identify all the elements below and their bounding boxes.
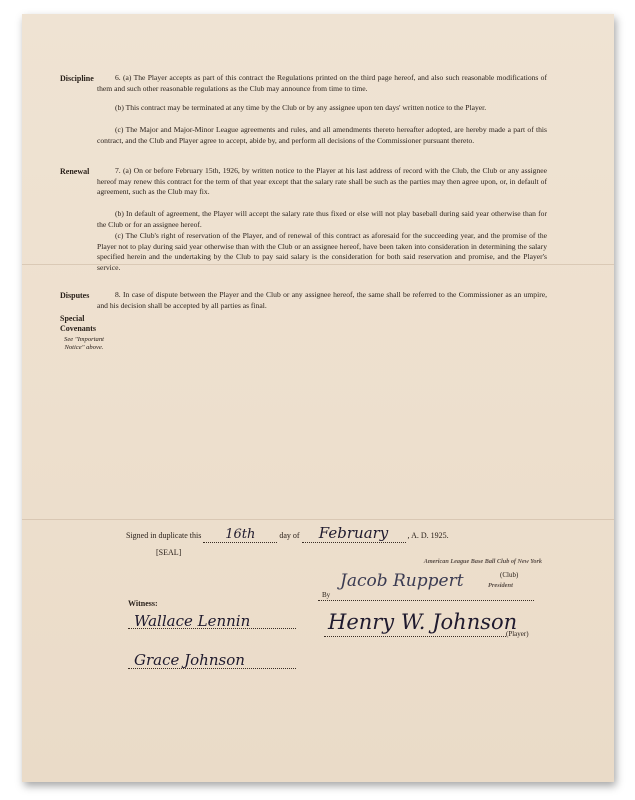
witness2-signature: Grace Johnson xyxy=(134,651,245,669)
seal-label: [SEAL] xyxy=(156,548,182,557)
club-tag: (Club) xyxy=(500,571,519,579)
player-signature: Henry W. Johnson xyxy=(328,610,518,634)
day-of-label: day of xyxy=(279,531,300,540)
section-label-renewal: Renewal xyxy=(60,167,90,176)
witness-label: Witness: xyxy=(128,599,158,608)
special-covenants-note: See "Important Notice" above. xyxy=(64,336,104,351)
paragraph-7a: 7. (a) On or before February 15th, 1926, by written notice to the Player at his last address of record with the Club, the Club or any assignee hereof may renew this contract for the term of that year except that the salary rate shall be such as the parties may then agree upon, or, in default of agreement, such as the Club may fix. xyxy=(97,166,547,197)
paragraph-8: 8. In case of dispute between the Player and the Club or any assignee hereof, the same shall be referred to the Commissioner as an umpire, and his decision shall be accepted by all parties as final. xyxy=(97,290,547,310)
paragraph-6a: 6. (a) The Player accepts as part of this contract the Regulations printed on the third page hereof, and also such reasonable modifications of them and such other reasonable regulations as the Club may announce from time to time. xyxy=(97,73,547,93)
day-handwritten: 16th xyxy=(225,527,256,542)
section-label-disputes: Disputes xyxy=(60,291,90,300)
paragraph-7c: (c) The Club's right of reservation of the Player, and of renewal of this contract as aforesaid for the succeeding year, and the promise of the Player not to play during said year otherwise than with the Club or an assignee hereof, have been taken into consideration in determining the salary specified herein and the undertaking by the Club to pay said salary is the consideration for both said reservation and promise, and the Player's service. xyxy=(97,231,547,272)
club-name-stamp: American League Base Ball Club of New York xyxy=(423,558,542,565)
signed-prefix: Signed in duplicate this xyxy=(126,531,202,540)
president-signature: Jacob Ruppert xyxy=(340,571,464,591)
player-tag: (Player) xyxy=(506,630,529,638)
player-signature-line xyxy=(324,636,506,637)
fold-line xyxy=(22,519,614,520)
paragraph-7b: (b) In default of agreement, the Player will accept the salary rate thus fixed or else will not play baseball during said year otherwise than for the Club or for an assignee hereof. xyxy=(97,209,547,229)
year-text: , A. D. 1925. xyxy=(407,531,449,540)
section-label-special-covenants: Special Covenants xyxy=(60,314,97,333)
paragraph-6c: (c) The Major and Major-Minor League agreements and rules, and all amendments thereto hereafter adopted, are hereby made a part of this contract, and the Club and Player agree to accept, abide by, and perform all decisions of the Commissioner pursuant thereto. xyxy=(97,125,547,145)
section-label-discipline: Discipline xyxy=(60,74,94,83)
by-label: By xyxy=(322,591,331,599)
month-handwritten: February xyxy=(318,524,389,542)
witness1-signature: Wallace Lennin xyxy=(134,612,251,630)
president-label: President xyxy=(488,582,513,589)
signed-in-duplicate-line xyxy=(126,524,449,543)
paragraph-6b: (b) This contract may be terminated at any time by the Club or by any assignee upon ten days' written notice to the Player. xyxy=(115,103,487,112)
